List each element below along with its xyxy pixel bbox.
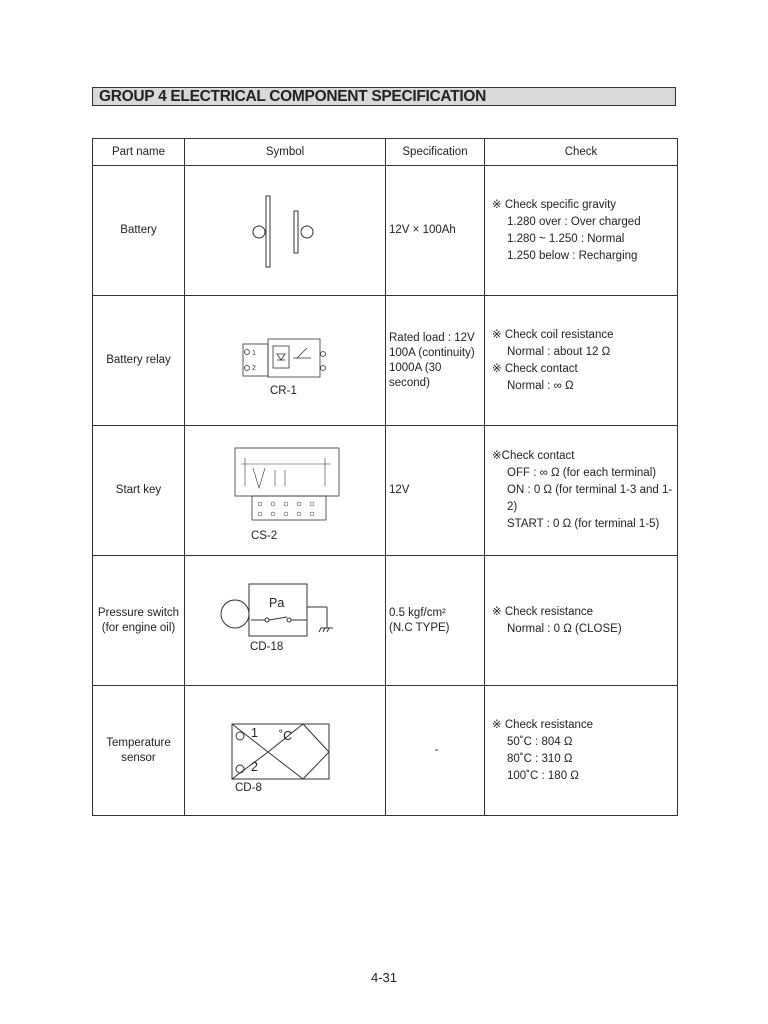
part-name: Start key bbox=[93, 426, 185, 556]
spec-cell: 12V bbox=[386, 426, 485, 556]
table-row bbox=[93, 426, 678, 556]
part-name: Pressure switch (for engine oil) bbox=[93, 556, 185, 686]
battery-relay-symbol bbox=[185, 296, 385, 425]
part-name: Temperature sensor bbox=[93, 686, 185, 816]
header-part-name: Part name bbox=[93, 139, 185, 166]
symbol-code: CD-8 bbox=[235, 782, 262, 794]
svg-text:2: 2 bbox=[252, 365, 256, 372]
part-name: Battery relay bbox=[93, 296, 185, 426]
battery-symbol bbox=[185, 166, 385, 295]
symbol-cell bbox=[185, 556, 386, 686]
start-key-symbol bbox=[185, 426, 385, 555]
table-row bbox=[93, 686, 678, 816]
check-cell: ※ Check specific gravity 1.280 over : Over charged 1.280 ~ 1.250 : Normal 1.250 below : Recharging bbox=[485, 166, 678, 296]
symbol-code: CR-1 bbox=[270, 385, 297, 397]
header-check: Check bbox=[485, 139, 678, 166]
page-number: 4-31 bbox=[370, 970, 398, 985]
spec-cell: - bbox=[386, 686, 485, 816]
section-title: GROUP 4 ELECTRICAL COMPONENT SPECIFICATION bbox=[99, 88, 486, 105]
temperature-sensor-symbol bbox=[185, 686, 385, 815]
symbol-cell bbox=[185, 166, 386, 296]
header-specification: Specification bbox=[386, 139, 485, 166]
symbol-code: CS-2 bbox=[251, 530, 278, 542]
symbol-code: CD-18 bbox=[250, 641, 284, 653]
check-cell: ※Check contact OFF : ∞ Ω (for each terminal) ON : 0 Ω (for terminal 1-3 and 1-2) START : 0 Ω (for terminal 1-5) bbox=[485, 426, 678, 556]
check-cell: ※ Check resistance Normal : 0 Ω (CLOSE) bbox=[485, 556, 678, 686]
terminal-2-label: 2 bbox=[251, 760, 258, 774]
check-cell: ※ Check coil resistance Normal : about 12 Ω ※ Check contact Normal : ∞ Ω bbox=[485, 296, 678, 426]
spec-cell: 12V × 100Ah bbox=[386, 166, 485, 296]
pressure-label: Pa bbox=[269, 596, 285, 610]
spec-cell: Rated load : 12V 100A (continuity) 1000A (30 second) bbox=[386, 296, 485, 426]
symbol-cell bbox=[185, 426, 386, 556]
symbol-cell bbox=[185, 686, 386, 816]
svg-text:1: 1 bbox=[252, 350, 256, 357]
check-cell: ※ Check resistance 50˚C : 804 Ω 80˚C : 310 Ω 100˚C : 180 Ω bbox=[485, 686, 678, 816]
degree-c-label: ˚C bbox=[279, 729, 293, 743]
spec-cell: 0.5 kgf/cm² (N.C TYPE) bbox=[386, 556, 485, 686]
table-row bbox=[93, 166, 678, 296]
header-symbol: Symbol bbox=[185, 139, 386, 166]
table-row bbox=[93, 296, 678, 426]
table-row bbox=[93, 556, 678, 686]
pressure-switch-symbol bbox=[185, 556, 385, 685]
terminal-1-label: 1 bbox=[251, 726, 258, 740]
table-header-row bbox=[93, 139, 678, 166]
part-name: Battery bbox=[93, 166, 185, 296]
section-title-bar bbox=[92, 87, 676, 106]
symbol-cell bbox=[185, 296, 386, 426]
component-spec-table bbox=[92, 138, 678, 816]
